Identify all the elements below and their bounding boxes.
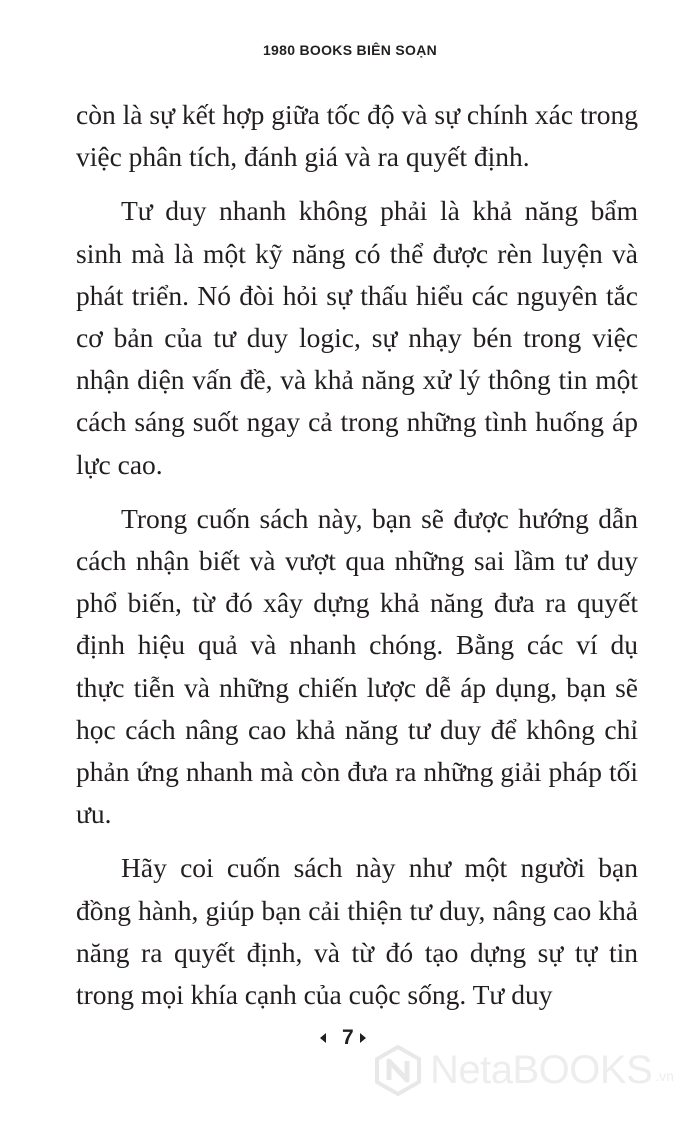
watermark-suffix: .vn [655,1068,674,1084]
paragraph: Hãy coi cuốn sách này như một người bạn đồng hành, giúp bạn cải thiện tư duy, nâng cao khả năng ra quyết định, và từ đó tạo dựng sự tự tin trong mọi khía cạnh của cuộc sống. Tư duy [76,852,638,1011]
page-body [76,94,638,1028]
page-number-group [320,1026,366,1050]
netabooks-logo-icon [372,1044,424,1096]
watermark [372,1044,674,1096]
triangle-right-icon [360,1033,366,1043]
triangle-left-icon [320,1033,326,1043]
paragraph: Trong cuốn sách này, bạn sẽ được hướng dẫn cách nhận biết và vượt qua những sai lầm tư duy phổ biến, từ đó xây dựng khả năng đưa ra quyết định hiệu quả và nhanh chóng. Bằng các ví dụ thực tiễn và những chiến lược dễ áp dụng, bạn sẽ học cách nâng cao khả năng tư duy để không chỉ phản ứng nhanh mà còn đưa ra những giải pháp tối ưu. [76,502,638,830]
page-number: 7 [342,1026,354,1049]
running-header: 1980 BOOKS BIÊN SOẠN [262,42,438,58]
watermark-brand: NetaBOOKS [430,1048,653,1092]
paragraph-continued: còn là sự kết hợp giữa tốc độ và sự chính xác trong việc phân tích, đánh giá và ra quyết định. [76,99,638,173]
paragraph: Tư duy nhanh không phải là khả năng bẩm sinh mà là một kỹ năng có thể được rèn luyện và phát triển. Nó đòi hỏi sự thấu hiểu các nguyên tắc cơ bản của tư duy logic, sự nhạy bén trong việc nhận diện vấn đề, và khả năng xử lý thông tin một cách sáng suốt ngay cả trong những tình huống áp lực cao. [76,195,638,480]
